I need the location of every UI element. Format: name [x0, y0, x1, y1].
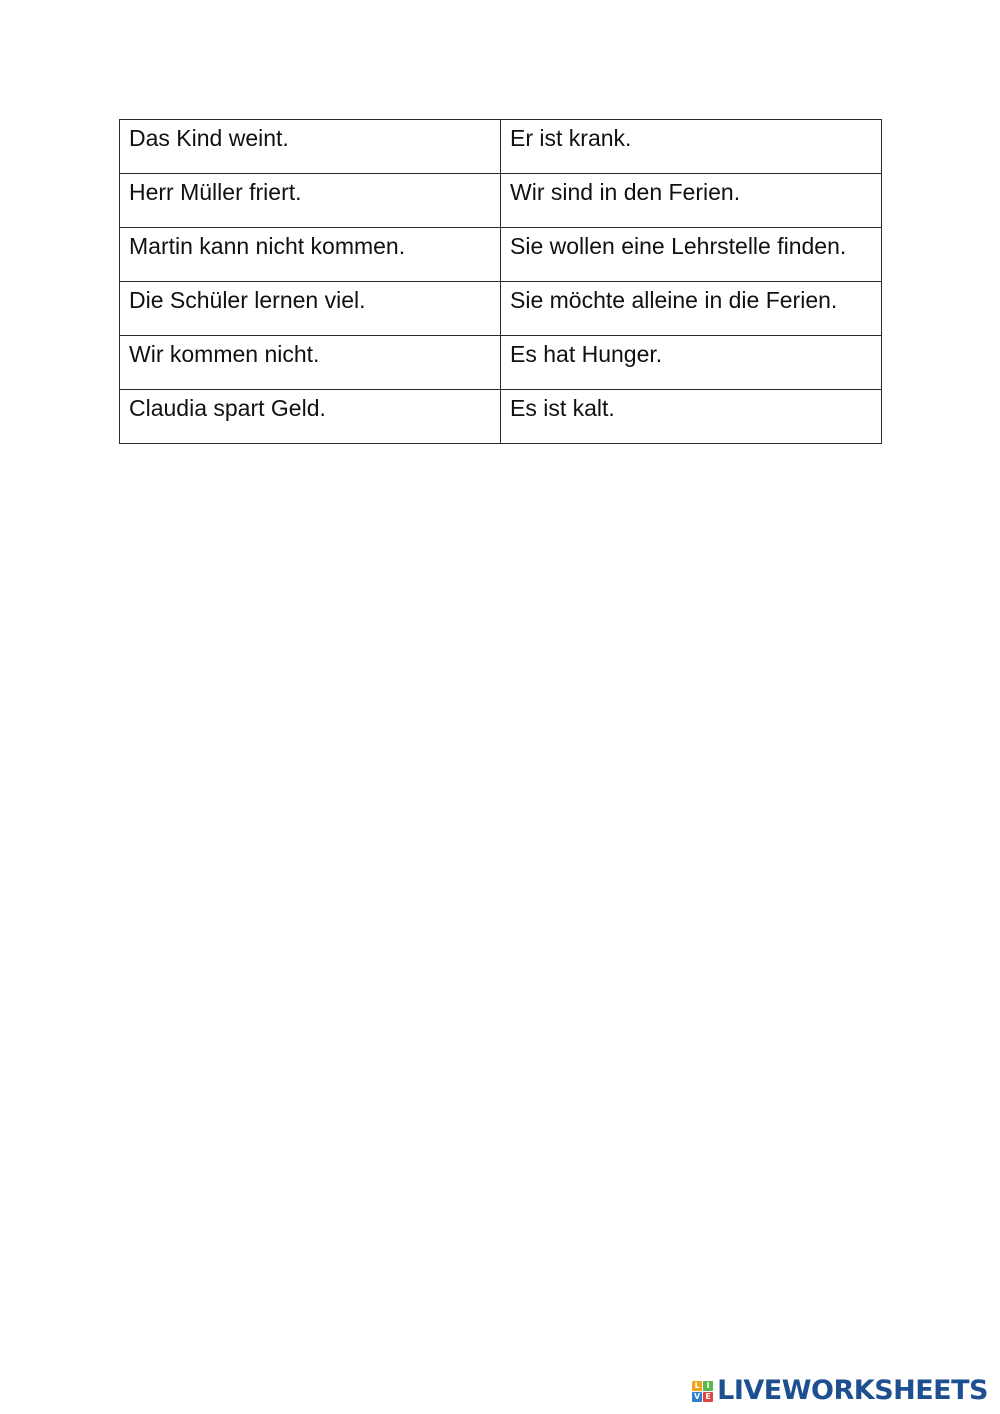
logo-tile: I — [703, 1381, 713, 1391]
logo-tile: E — [703, 1392, 713, 1402]
right-cell: Wir sind in den Ferien. — [501, 174, 882, 228]
logo-tile: L — [692, 1381, 702, 1391]
brand-name: LIVEWORKSHEETS — [717, 1375, 988, 1406]
right-cell: Sie wollen eine Lehrstelle finden. — [501, 228, 882, 282]
table-row — [120, 174, 882, 228]
right-cell: Es hat Hunger. — [501, 336, 882, 390]
right-cell: Er ist krank. — [501, 120, 882, 174]
logo-tile: V — [694, 1391, 701, 1401]
left-cell: Das Kind weint. — [120, 120, 501, 174]
table-row — [120, 336, 882, 390]
left-cell: Wir kommen nicht. — [120, 336, 501, 390]
right-cell: Sie möchte alleine in die Ferien. — [501, 282, 882, 336]
left-cell: Herr Müller friert. — [120, 174, 501, 228]
liveworksheets-logo-icon — [692, 1381, 713, 1402]
table-row — [120, 120, 882, 174]
table-row — [120, 282, 882, 336]
left-cell: Claudia spart Geld. — [120, 390, 501, 444]
table-row — [120, 228, 882, 282]
liveworksheets-brand — [692, 1376, 988, 1406]
left-cell: Die Schüler lernen viel. — [120, 282, 501, 336]
left-cell: Martin kann nicht kommen. — [120, 228, 501, 282]
sentence-matching-table — [119, 119, 882, 444]
right-cell: Es ist kalt. — [501, 390, 882, 444]
table-row — [120, 390, 882, 444]
